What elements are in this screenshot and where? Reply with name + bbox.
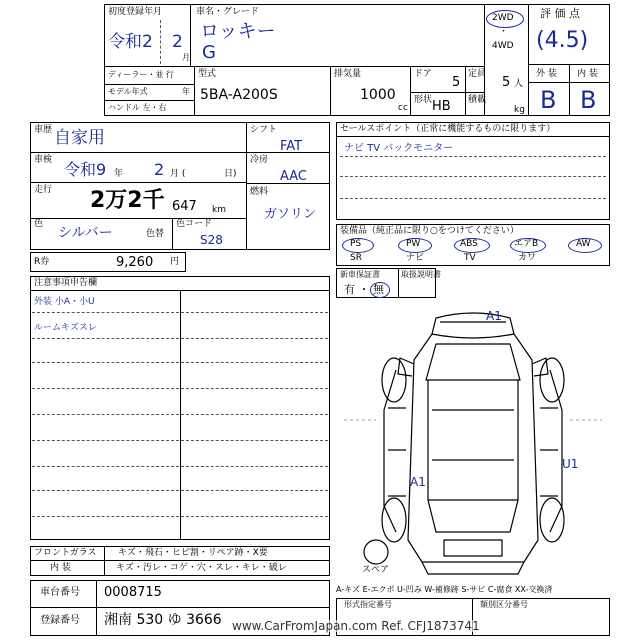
inspection-year-unit: 年 <box>114 169 124 179</box>
first-reg-month: 2 <box>172 32 183 52</box>
warranty-mark-circle <box>370 282 390 298</box>
eval-score: (4.5) <box>536 28 589 53</box>
category-label: 類別区分番号 <box>480 600 528 609</box>
exterior-grade: B <box>540 86 557 114</box>
cc-unit: cc <box>398 103 408 113</box>
drive-dot: ・ <box>499 27 509 37</box>
kg-unit: kg <box>514 105 525 115</box>
equip-navi: ナビ <box>406 253 425 263</box>
mark-a1-top: A1 <box>486 309 502 323</box>
form-label: 形式指定番号 <box>344 600 392 609</box>
warranty-value: 有 ・ 無 <box>344 283 384 296</box>
recycle-label: R券 <box>34 257 50 267</box>
dealer-label: ディーラー・並 行 <box>108 70 174 79</box>
rear-bumper-outline <box>422 562 524 574</box>
load-label: 積載 <box>468 95 487 105</box>
mileage-label: 走行 <box>34 185 53 195</box>
person-unit: 人 <box>514 79 524 89</box>
equip-tv: TV <box>464 253 476 263</box>
exterior-label: 外 装 <box>536 69 557 79</box>
manual-label: 取扱説明書 <box>401 270 441 279</box>
equipment-title: 装備品（純正品に限り○をつけてください） <box>340 226 519 236</box>
reg-label: 登録番号 <box>40 615 80 626</box>
reg-value: 湘南 530 ゆ 3666 <box>104 612 222 628</box>
equip-ps: PS <box>350 239 362 249</box>
capacity-value: 5 <box>502 75 511 90</box>
car-name: ロッキー <box>200 20 276 42</box>
notes-line1: 外装 小A・小U <box>34 297 95 307</box>
equip-airb: エアB <box>514 239 539 249</box>
color-label: 色 <box>34 219 44 229</box>
warranty-label: 新車保証書 <box>340 270 380 279</box>
model-year-unit: 年 <box>182 87 190 96</box>
first-reg-label: 初度登録年月 <box>108 7 163 17</box>
shape-label: 形状 <box>414 95 433 105</box>
inspection-label: 車検 <box>34 155 53 165</box>
km-unit: km <box>212 205 226 215</box>
spare-tire <box>364 540 388 564</box>
right-side-outline <box>550 370 562 532</box>
aircon-label: 冷房 <box>250 155 269 165</box>
notes-line2: ルームキズスレ <box>34 323 97 333</box>
chassis-value: 0008715 <box>104 585 162 600</box>
color-value: シルバー <box>58 225 113 241</box>
first-reg-era: 令和2 <box>108 32 153 52</box>
drive-4wd: 4WD <box>492 41 514 51</box>
shape-value: HB <box>432 99 451 114</box>
door-value: 5 <box>452 75 461 90</box>
type-label: 型式 <box>198 69 217 79</box>
car-diagram <box>336 300 610 580</box>
fuel-value: ガソリン <box>264 207 317 222</box>
interior-cond-label: 内 装 <box>50 563 71 573</box>
mark-u1: U1 <box>562 457 579 471</box>
history-value: 自家用 <box>54 128 105 148</box>
model-year-label: モデル年式 <box>108 87 148 96</box>
watermark: www.CarFromJapan.com Ref. CFJ1873741 <box>232 619 480 633</box>
chassis-label: 車台番号 <box>40 587 80 598</box>
spare-label: スペア <box>362 565 390 575</box>
history-label: 車歴 <box>34 125 53 135</box>
equip-pw: PW <box>406 239 421 249</box>
damage-legend: A-キズ E-エクボ U-凹み W-補修跡 S-サビ C-腐食 XX-交換済 <box>336 585 553 594</box>
capacity-label: 定員 <box>468 69 487 79</box>
equip-sr: SR <box>350 253 362 263</box>
aircon-value: AAC <box>280 169 307 184</box>
shift-label: シフト <box>250 125 278 135</box>
wheel-rr <box>540 498 564 542</box>
equip-aw: AW <box>576 239 591 249</box>
handle-label: ハンドル 左・右 <box>108 103 167 112</box>
recycle-amount: 9,260 <box>116 255 154 270</box>
shift-value: FAT <box>280 139 303 154</box>
door-label: ドア <box>414 69 432 79</box>
inspection-day-unit: 日) <box>224 169 237 179</box>
interior-label: 内 装 <box>577 69 598 79</box>
front-glass-label: フロントガラス <box>34 548 97 558</box>
inspection-month: 2 <box>154 160 165 179</box>
mileage-sub: 647 <box>172 199 197 214</box>
mark-a1-left: A1 <box>410 475 426 489</box>
eval-label: 評 価 点 <box>540 7 580 20</box>
mileage-value: 2万2千 <box>90 188 165 213</box>
fuel-label: 燃料 <box>250 187 269 197</box>
wheel-fr <box>540 358 564 402</box>
recycle-box <box>30 252 186 272</box>
front-glass-items: キズ・飛石・ヒビ割・リペア跡・X要 <box>118 548 268 558</box>
color-code-label: 色コード <box>176 219 213 229</box>
drive-2wd: 2WD <box>492 13 514 23</box>
interior-cond-items: キズ・汚レ・コゲ・穴・スレ・キレ・破レ <box>116 563 287 573</box>
notes-title: 注意事項申告欄 <box>34 278 98 288</box>
inspection-era: 令和9 <box>64 160 107 179</box>
car-grade: G <box>202 42 216 63</box>
color-code-value: S28 <box>200 233 223 247</box>
displacement-label: 排気量 <box>334 69 362 79</box>
wheel-rl <box>382 498 406 542</box>
displacement-value: 1000 <box>360 87 396 103</box>
wheel-fl <box>382 358 406 402</box>
first-reg-month-unit: 月 <box>182 53 190 62</box>
recycle-unit: 円 <box>170 257 180 267</box>
sales-points-title: セールスポイント（正常に機能するものに限ります） <box>340 124 556 134</box>
left-side-outline <box>384 370 396 532</box>
equip-abs: ABS <box>460 239 478 249</box>
interior-grade: B <box>580 86 597 114</box>
repaint-label: 色替 <box>146 229 165 239</box>
sales-points-line1: ナビ TV バックモニター <box>344 143 454 154</box>
type-value: 5BA-A200S <box>200 87 278 103</box>
equip-leather: カワ <box>518 253 537 263</box>
inspection-month-unit: 月 ( <box>170 169 186 179</box>
car-name-label: 車名・グレード <box>196 7 260 17</box>
